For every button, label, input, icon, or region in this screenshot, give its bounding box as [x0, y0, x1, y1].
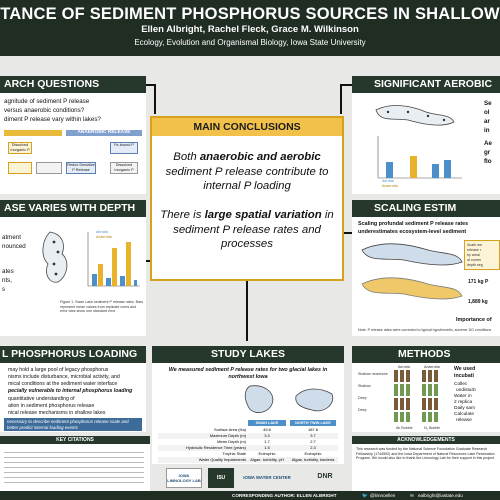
- footer-bar: [0, 491, 500, 500]
- rq-box-diffusive: [36, 162, 62, 174]
- dnr-logo: DNR: [317, 473, 333, 480]
- scaling-panel: [352, 200, 500, 336]
- conclusion-1-a: Both: [173, 151, 200, 163]
- methods-row-4: Deep: [358, 408, 367, 412]
- study-row-north-twin: 187.6: [307, 427, 318, 432]
- study-row-swan: 1.5: [264, 445, 270, 450]
- limnology-lab-logo: IOWA LIMNOLOGY LAB: [166, 468, 202, 488]
- sa-legend-aerobic: Aerobic: [382, 179, 395, 183]
- study-row-label: Water Quality Impairments: [198, 457, 246, 462]
- twitter-icon: 🐦: [362, 493, 368, 498]
- north-twin-lake-map: [372, 100, 456, 130]
- legacy-line-1: may hold a large pool of legacy phosphorus: [8, 367, 109, 373]
- study-row-north-twin: Algae, turbidity, bacteria: [291, 457, 335, 462]
- study-lakes-title: STUDY LAKES: [152, 346, 344, 363]
- significant-aerobic-title: SIGNIFICANT AEROBIC: [352, 76, 500, 93]
- rv-legend-aerobic: Aerobic: [96, 230, 109, 234]
- sa-line-1: Se: [484, 100, 492, 107]
- study-row-label: Trophic State: [222, 451, 246, 456]
- conclusion-2-a: There is: [160, 209, 205, 221]
- scaling-box-line-2: release r: [467, 248, 481, 252]
- key-citations-panel: [0, 436, 150, 492]
- rv-figure-caption: Figure 1. Swan Lake sediment P release rates. Bars represent mean values from replicate cores and error bars show one standard error: [60, 300, 144, 314]
- study-lakes-map-right: [292, 382, 338, 418]
- scaling-box-line-1: Scale me: [467, 243, 482, 247]
- study-col-header-north-twin: NORTH TWIN LAKE: [290, 420, 336, 426]
- conclusion-1: [156, 150, 338, 194]
- citation-lines: [4, 448, 144, 486]
- study-row-swan: 3.3: [264, 433, 270, 438]
- rq-line-3: diment P release vary within lakes?: [4, 116, 101, 123]
- scaling-value-2: 1,889 kg: [468, 299, 488, 305]
- methods-line-2: incubati: [454, 373, 474, 379]
- iowa-water-center-logo: IOWA WATER CENTER: [243, 475, 291, 480]
- sa-line-2: ol: [484, 109, 490, 116]
- acknowledgements-panel: [352, 436, 500, 492]
- poster-header: [0, 0, 500, 56]
- footer-email[interactable]: ealbright@iastate.edu: [418, 493, 463, 498]
- study-lakes-table: [158, 427, 338, 463]
- anaerobic-section-header: ANAEROBIC RELEASE: [66, 130, 142, 136]
- study-row-label: Mean Depth (m): [217, 439, 246, 444]
- methods-row-2: Shallow: [358, 384, 371, 388]
- scaling-title: SCALING ESTIM: [352, 200, 500, 217]
- rv-line-5: s: [2, 286, 6, 293]
- rq-line-2: versus anaerobic conditions?: [4, 107, 85, 114]
- study-row-swan: Algae, turbidity, pH: [250, 457, 284, 462]
- study-row-north-twin: 3.7: [310, 433, 316, 438]
- legacy-loading-panel: [0, 346, 146, 432]
- study-row-swan: 1.7: [264, 439, 270, 444]
- conclusion-2-c: in sediment P release rates and processes: [173, 209, 334, 250]
- legacy-callout-text: necessary to describe sediment phosphorus release scale and better predict internal loading events: [7, 419, 129, 430]
- legacy-line-5: quantitative understanding of: [8, 396, 75, 402]
- methods-row-1: Shallow nearshore: [358, 372, 388, 376]
- acknowledgements-text: This research was funded by the National Science Foundation Graduate Research Fellowship (1744592) and the Iowa Department of Natural Resources Lake Restoration Program. We would also like to thank the Limnology Lab for their support in this project.: [356, 447, 495, 461]
- study-row-label: Surface Area (Ha): [213, 427, 246, 432]
- study-row-swan: Eutrophic: [258, 451, 276, 456]
- poster-affiliation: Ecology, Evolution and Organismal Biology, Iowa State University: [134, 38, 366, 47]
- scaling-method-box: [464, 240, 500, 270]
- isu-logo: ISU: [208, 468, 234, 488]
- scaling-importance: Importance of: [456, 317, 492, 323]
- rv-line-4: nts,: [2, 277, 12, 284]
- study-lakes-panel: [152, 346, 344, 464]
- conclusion-2-b: large spatial variation: [204, 209, 322, 221]
- rq-box-organic-p: [8, 162, 32, 174]
- methods-line-3: Collec: [454, 382, 468, 387]
- arrow-right-top-h: [340, 84, 352, 86]
- legacy-line-6: ation in sediment phosphorus release: [8, 403, 95, 409]
- methods-air-bubble: Air Bubble: [396, 426, 413, 430]
- study-row-north-twin: 2.3: [310, 445, 316, 450]
- rv-line-1: atment: [2, 234, 21, 241]
- arrow-right-top: [340, 84, 342, 114]
- conclusion-2: [156, 208, 338, 252]
- methods-line-5: Water in: [454, 394, 472, 399]
- methods-line-9: release: [456, 418, 472, 423]
- main-conclusions-title: MAIN CONCLUSIONS: [152, 118, 342, 136]
- email-icon: ✉: [410, 493, 414, 498]
- rv-line-3: ates: [2, 268, 14, 275]
- legacy-callout: [4, 418, 142, 431]
- scaling-box-line-3: by areal: [467, 253, 480, 257]
- methods-line-7: Daily sam: [454, 406, 476, 411]
- legacy-line-4: pecially vulnerable to internal phosphorus loading: [8, 388, 133, 394]
- release-varies-panel: [0, 200, 146, 336]
- arrow-right-mid: [344, 232, 352, 234]
- footer-corresponding: CORRESPONDING AUTHOR: ELLEN ALBRIGHT: [232, 493, 337, 498]
- research-questions-title: ARCH QUESTIONS: [0, 76, 146, 93]
- significant-aerobic-panel: [352, 76, 500, 194]
- key-citations-title: KEY CITATIONS: [0, 436, 150, 444]
- study-row-north-twin: Eutrophic: [304, 451, 322, 456]
- methods-panel: [352, 346, 500, 432]
- arrow-left-top: [146, 84, 154, 86]
- sa-line-5: Ae: [484, 140, 492, 147]
- study-row-label: Hydraulic Residence Time (years): [185, 445, 246, 450]
- scaling-subtitle-1: Scaling profundal sediment P release rates: [358, 221, 469, 227]
- aerobic-section-header: [4, 130, 62, 136]
- study-lakes-map-left: [240, 382, 284, 418]
- sa-line-3: ar: [484, 118, 490, 125]
- study-lakes-intro: We measured sediment P release rates for two glacial lakes in northwest Iowa: [168, 367, 328, 380]
- arrow-center-bottom: [246, 281, 248, 341]
- scaling-box-line-5: depth seg: [467, 263, 483, 267]
- conclusion-1-b: anaerobic and aerobic: [199, 151, 321, 163]
- core-incubation-diagram: [392, 370, 448, 424]
- scaling-subtitle-2: underestimates ecosystem-level sediment: [358, 229, 467, 235]
- scaling-lake-map-2: [358, 272, 464, 302]
- scaling-value-1: 171 kg P: [468, 279, 489, 285]
- study-row: [158, 457, 338, 463]
- methods-n2-bubble: N₂ Bubble: [424, 426, 441, 430]
- research-questions-panel: [0, 76, 146, 194]
- rq-line-1: agnitude of sediment P release: [4, 98, 90, 105]
- scaling-box-line-4: of corres: [467, 258, 481, 262]
- rv-line-2: nounced: [2, 243, 26, 250]
- study-row-label: Maximum Depth (m): [209, 433, 246, 438]
- rq-box-dissolved-inorganic-p-1: Dissolved Inorganic P: [8, 142, 32, 154]
- sa-legend-anaerobic: Anaerobic: [382, 184, 399, 188]
- poster-title: TANCE OF SEDIMENT PHOSPHORUS SOURCES IN SHALLOW: [0, 5, 500, 23]
- scaling-note: Note: P release rates were corrected to typical hypolimnetic, summer DO conditions: [358, 328, 492, 332]
- legacy-line-3: mical conditions at the sediment water interface: [8, 381, 118, 387]
- sa-line-4: in: [484, 127, 490, 134]
- rq-box-dissolved-inorganic-p-2: Dissolved Inorganic P: [110, 162, 138, 174]
- study-row-swan: 49.6: [263, 427, 271, 432]
- sa-line-6: gr: [484, 149, 491, 156]
- methods-row-3: Deep: [358, 396, 367, 400]
- study-row-north-twin: 2.7: [310, 439, 316, 444]
- aerobic-release-chart: [370, 134, 464, 184]
- poster-authors: Ellen Albright, Rachel Fleck, Grace M. Wilkinson: [141, 24, 359, 35]
- rq-box-fe-bound-p: Fe-bound P: [110, 142, 138, 154]
- methods-col-anaerobic: Anaerobic: [424, 365, 441, 369]
- methods-line-1: We used: [454, 366, 476, 372]
- methods-title: METHODS: [352, 346, 500, 363]
- legacy-line-2: nisms include disturbance, microbial activity, and: [8, 374, 120, 380]
- legacy-line-7: nical release mechanisms in shallow lakes: [8, 410, 106, 416]
- rq-box-redox-sensitive: Redox Sensitive P Release: [66, 162, 96, 174]
- arrow-left-mid: [146, 260, 150, 262]
- study-col-header-swan: SWAN LAKE: [248, 420, 286, 426]
- swan-lake-map: [36, 228, 76, 288]
- methods-line-6: 2 replica: [454, 400, 473, 405]
- footer-handle[interactable]: @limnoellen: [370, 493, 396, 498]
- methods-line-4: undisturb: [456, 388, 476, 393]
- legacy-loading-title: L PHOSPHORUS LOADING: [0, 346, 146, 363]
- sa-line-7: flo: [484, 158, 492, 165]
- methods-line-8: Calculate: [454, 412, 474, 417]
- acknowledgements-title: ACKNOWLEDGEMENTS: [352, 436, 500, 444]
- main-conclusions-panel: [150, 116, 344, 281]
- methods-col-aerobic: Aerobic: [398, 365, 411, 369]
- arrow-center-top: [154, 84, 156, 114]
- scaling-lake-map-1: [358, 238, 464, 268]
- release-varies-title: ASE VARIES WITH DEPTH: [0, 200, 146, 217]
- conclusion-1-c: sediment P release contribute to internal P loading: [165, 165, 329, 192]
- rv-legend-anaerobic: Anaerobic: [96, 235, 113, 239]
